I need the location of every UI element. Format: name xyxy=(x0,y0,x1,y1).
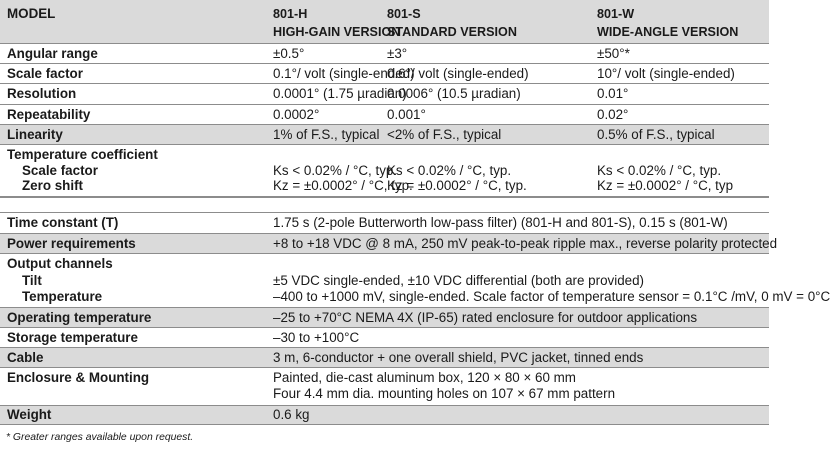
version-801h: HIGH-GAIN VERSION xyxy=(273,25,401,39)
cell-value: 0.5% of F.S., typical xyxy=(597,127,715,142)
cell-value: –30 to +100°C xyxy=(273,330,360,345)
sub-label-temperature: Temperature xyxy=(22,289,103,304)
cell-value: +8 to +18 VDC @ 8 mA, 250 mV peak-to-peak ripple max., reverse polarity protected xyxy=(273,236,778,251)
model-header-label: MODEL xyxy=(7,6,56,21)
cell-value: Kz = ±0.0002° / °C, typ xyxy=(597,178,734,193)
row-band-weight xyxy=(0,405,769,424)
row-label-operating-temperature: Operating temperature xyxy=(7,310,152,325)
cell-value: <2% of F.S., typical xyxy=(387,127,502,142)
cell-value: ±0.5° xyxy=(273,46,305,61)
row-label-power-requirements: Power requirements xyxy=(7,236,136,251)
cell-value: 0.001° xyxy=(387,107,426,122)
cell-value: –400 to +1000 mV, single-ended. Scale factor of temperature sensor = 0.1°C /mV, 0 mV = 0°C xyxy=(273,289,830,304)
version-801s: STANDARD VERSION xyxy=(387,25,517,39)
row-label-time-constant: Time constant (T) xyxy=(7,215,119,230)
cell-value: Kz = ±0.0002° / °C, typ. xyxy=(387,178,527,193)
model-801s: 801-S xyxy=(387,7,421,21)
model-801w: 801-W xyxy=(597,7,635,21)
sub-label-scale-factor: Scale factor xyxy=(22,163,98,178)
cell-value: 0.02° xyxy=(597,107,629,122)
row-label-output-channels: Output channels xyxy=(7,256,113,271)
row-divider xyxy=(0,144,769,145)
row-divider xyxy=(0,307,769,308)
section-divider xyxy=(0,196,769,198)
cell-value: ±5 VDC single-ended, ±10 VDC differential (both are provided) xyxy=(273,273,644,288)
cell-value: ±50°* xyxy=(597,46,630,61)
cell-value: ±3° xyxy=(387,46,408,61)
cell-value: Ks < 0.02% / °C, typ. xyxy=(387,163,512,178)
model-801h: 801-H xyxy=(273,7,308,21)
cell-value: 1% of F.S., typical xyxy=(273,127,380,142)
row-divider xyxy=(0,347,769,348)
cell-value: Ks < 0.02% / °C, typ. xyxy=(273,163,398,178)
row-label-scale-factor: Scale factor xyxy=(7,66,83,81)
table-bottom-rule xyxy=(0,424,769,425)
cell-value: Kz = ±0.0002° / °C, typ. xyxy=(273,178,413,193)
row-label-weight: Weight xyxy=(7,407,52,422)
row-divider xyxy=(0,212,769,213)
row-divider xyxy=(0,43,769,44)
row-divider xyxy=(0,405,769,406)
row-label-cable: Cable xyxy=(7,350,44,365)
row-divider xyxy=(0,367,769,368)
cell-value: Four 4.4 mm dia. mounting holes on 107 × 67 mm pattern xyxy=(273,386,616,401)
row-divider xyxy=(0,327,769,328)
row-divider xyxy=(0,104,769,105)
row-label-angular-range: Angular range xyxy=(7,46,98,61)
row-label-temperature-coefficient: Temperature coefficient xyxy=(7,147,158,162)
cell-value: 3 m, 6-conductor + one overall shield, PVC jacket, tinned ends xyxy=(273,350,644,365)
row-divider xyxy=(0,253,769,254)
cell-value: 0.1°/ volt (single-ended) xyxy=(273,66,415,81)
row-label-linearity: Linearity xyxy=(7,127,63,142)
footnote: * Greater ranges available upon request. xyxy=(6,432,194,443)
cell-value: 0.0006° (10.5 µradian) xyxy=(387,86,521,101)
row-divider xyxy=(0,233,769,234)
cell-value: 10°/ volt (single-ended) xyxy=(597,66,735,81)
row-divider xyxy=(0,124,769,125)
row-label-enclosure-mounting: Enclosure & Mounting xyxy=(7,370,150,385)
sub-label-tilt: Tilt xyxy=(22,273,42,288)
row-label-storage-temperature: Storage temperature xyxy=(7,330,138,345)
cell-value: Ks < 0.02% / °C, typ. xyxy=(597,163,722,178)
cell-value: 1.75 s (2-pole Butterworth low-pass filter) (801-H and 801-S), 0.15 s (801-W) xyxy=(273,215,728,230)
row-label-resolution: Resolution xyxy=(7,86,77,101)
version-801w: WIDE-ANGLE VERSION xyxy=(597,25,739,39)
cell-value: –25 to +70°C NEMA 4X (IP-65) rated enclosure for outdoor applications xyxy=(273,310,698,325)
row-divider xyxy=(0,83,769,84)
cell-value: 0.6 kg xyxy=(273,407,310,422)
cell-value: Painted, die-cast aluminum box, 120 × 80 × 60 mm xyxy=(273,370,576,385)
cell-value: 0.01° xyxy=(597,86,629,101)
sub-label-zero-shift: Zero shift xyxy=(22,178,84,193)
cell-value: 0.0002° xyxy=(273,107,320,122)
cell-value: 0.6°/ volt (single-ended) xyxy=(387,66,529,81)
cell-value: 0.0001° (1.75 µradian) xyxy=(273,86,407,101)
row-label-repeatability: Repeatability xyxy=(7,107,91,122)
row-divider xyxy=(0,63,769,64)
